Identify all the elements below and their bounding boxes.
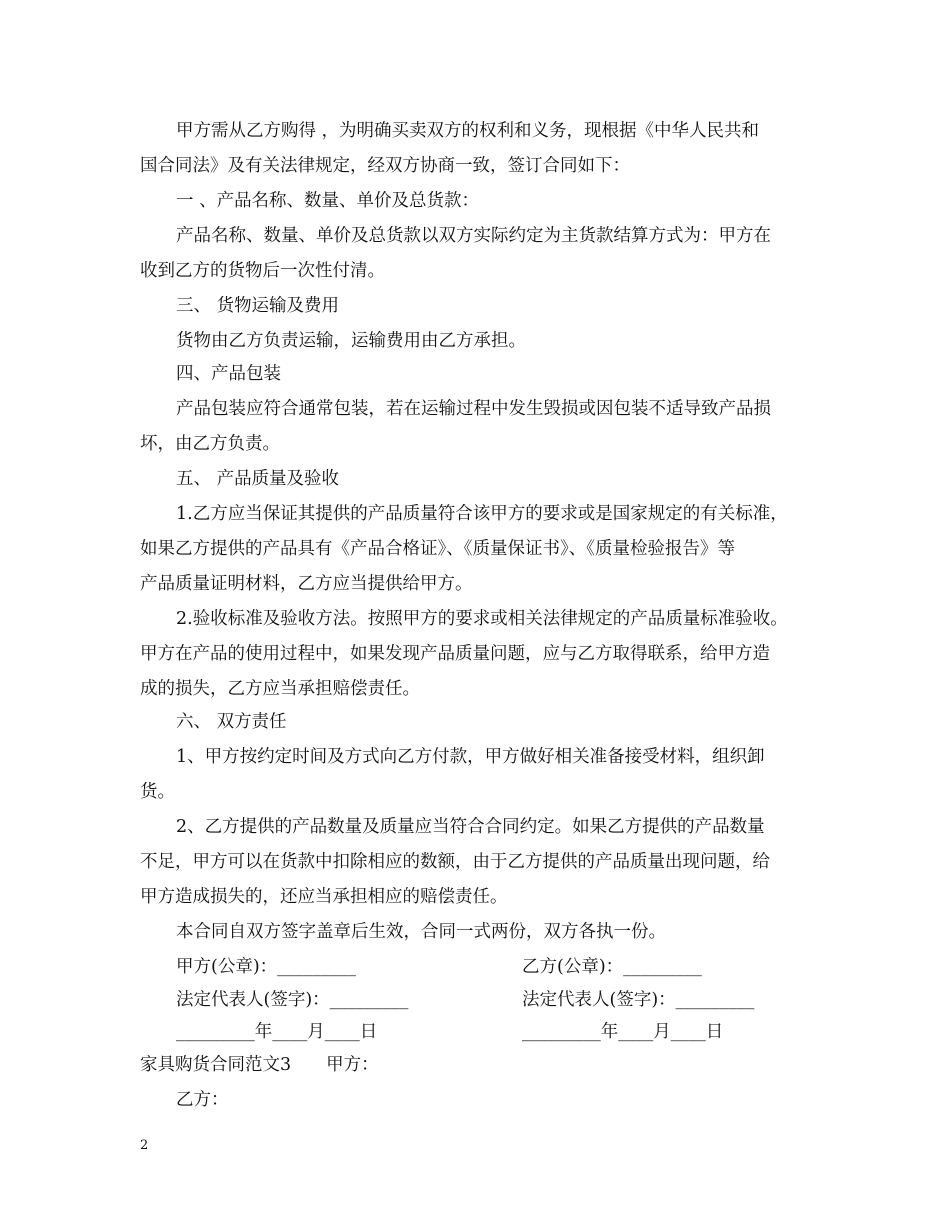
party-b-date-field: _________年____月____日 (522, 1022, 724, 1042)
party-b-representative-field: 法定代表人(签字)：_________ (522, 990, 755, 1010)
paragraph-line: 产品包装应符合通常包装，若在运输过程中发生毁损或因包装不适导致产品损 (176, 399, 771, 419)
paragraph-line: 不足，甲方可以在货款中扣除相应的数额，由于乙方提供的产品质量出现问题，给 (140, 852, 770, 872)
section-heading: 三、 货物运输及费用 (176, 296, 340, 316)
paragraph-line: 1、甲方按约定时间及方式向乙方付款，甲方做好相关准备接受材料，组织卸 (176, 747, 765, 767)
paragraph-line: 货物由乙方负责运输，运输费用由乙方承担。 (176, 331, 526, 351)
section-heading: 五、 产品质量及验收 (176, 469, 340, 489)
paragraph-line: 本合同自双方签字盖章后生效，合同一式两份，双方各执一份。 (176, 922, 666, 942)
next-contract-party-b: 乙方： (176, 1090, 229, 1110)
paragraph-line: 成的损失，乙方应当承担赔偿责任。 (140, 679, 420, 699)
next-contract-title: 家具购货合同范文3 甲方： (140, 1055, 379, 1075)
paragraph-line: 如果乙方提供的产品具有《产品合格证》、《质量保证书》、《质量检验报告》等 (140, 539, 735, 559)
party-b-seal-field: 乙方(公章)：_________ (522, 957, 702, 977)
paragraph-line: 收到乙方的货物后一次性付清。 (140, 261, 385, 281)
paragraph-line: 2.验收标准及验收方法。按照甲方的要求或相关法律规定的产品质量标准验收。 (176, 609, 788, 629)
paragraph-line: 甲方需从乙方购得 ，为明确买卖双方的权利和义务，现根据《中华人民共和 (176, 121, 760, 141)
party-a-date-field: _________年____月____日 (176, 1022, 378, 1042)
paragraph-line: 2、乙方提供的产品数量及质量应当符合合同约定。如果乙方提供的产品数量 (176, 817, 765, 837)
section-heading: 四、产品包装 (176, 364, 281, 384)
paragraph-line: 国合同法》及有关法律规定，经双方协商一致，签订合同如下： (140, 156, 630, 176)
section-heading: 六、 双方责任 (176, 712, 287, 732)
section-heading: 一 、产品名称、数量、单价及总货款： (176, 191, 480, 211)
paragraph-line: 产品名称、数量、单价及总货款以双方实际约定为主货款结算方式为：甲方在 (176, 226, 771, 246)
paragraph-line: 货。 (140, 782, 175, 802)
party-a-representative-field: 法定代表人(签字)：_________ (176, 990, 409, 1010)
party-a-seal-field: 甲方(公章)：_________ (176, 957, 356, 977)
page-number: 2 (140, 1138, 149, 1153)
paragraph-line: 1.乙方应当保证其提供的产品质量符合该甲方的要求或是国家规定的有关标准， (176, 504, 788, 524)
paragraph-line: 甲方在产品的使用过程中，如果发现产品质量问题，应与乙方取得联系，给甲方造 (140, 644, 770, 664)
paragraph-line: 甲方造成损失的，还应当承担相应的赔偿责任。 (140, 887, 508, 907)
paragraph-line: 产品质量证明材料，乙方应当提供给甲方。 (140, 574, 473, 594)
paragraph-line: 坏，由乙方负责。 (140, 434, 280, 454)
